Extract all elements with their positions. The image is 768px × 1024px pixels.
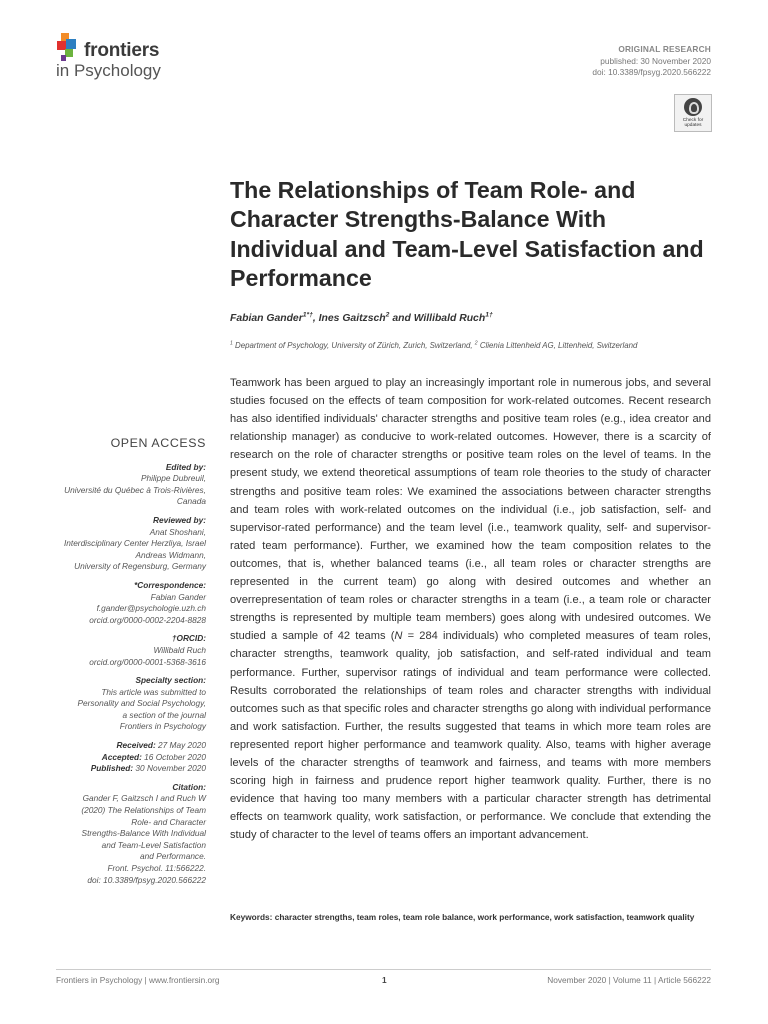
edited-by-heading: Edited by:	[165, 461, 206, 472]
specialty-line: Frontiers in Psychology	[119, 721, 206, 732]
citation-line: and Performance.	[140, 851, 206, 862]
footer-journal-link[interactable]: Frontiers in Psychology | www.frontiersin.org	[56, 975, 220, 985]
correspondence-orcid[interactable]: orcid.org/0000-0002-2204-8828	[89, 614, 206, 625]
specialty-line: Personality and Social Psychology,	[77, 698, 206, 709]
received-date: 27 May 2020	[155, 740, 206, 751]
orcid-name: Willibald Ruch	[153, 644, 206, 655]
logo-square-green	[65, 49, 73, 57]
specialty-line: a section of the journal	[122, 709, 206, 720]
citation-section	[56, 782, 206, 886]
page-number: 1	[382, 975, 387, 985]
journal-name[interactable]: frontiers	[84, 40, 160, 61]
reviewer-line: University of Regensburg, Germany	[74, 561, 206, 572]
article-meta	[592, 44, 711, 79]
correspondence-email[interactable]: f.gander@psychologie.uzh.ch	[96, 603, 206, 614]
received-line	[56, 740, 206, 752]
reviewer-line: Anat Shoshani,	[149, 526, 206, 537]
correspondence-section	[56, 580, 206, 626]
orcid-section	[56, 633, 206, 668]
author-separator: ,	[312, 313, 319, 324]
correspondence-name: Fabian Gander	[150, 591, 206, 602]
reviewed-by-heading: Reviewed by:	[152, 514, 206, 525]
author-separator: and	[389, 313, 414, 324]
orcid-link[interactable]: orcid.org/0000-0001-5368-3616	[89, 656, 206, 667]
citation-line: (2020) The Relationships of Team	[81, 805, 206, 816]
specialty-section	[56, 675, 206, 733]
doi-link[interactable]: doi: 10.3389/fpsyg.2020.566222	[592, 67, 711, 77]
published-date: published: 30 November 2020	[600, 55, 711, 66]
orcid-heading: †ORCID:	[171, 633, 206, 644]
editor-line: Canada	[176, 496, 206, 507]
journal-subtitle[interactable]: in Psychology	[56, 61, 161, 80]
author-name[interactable]: Ines Gaitzsch	[318, 313, 386, 324]
accepted-heading: Accepted:	[101, 751, 142, 762]
check-updates-label: Check for updates	[682, 118, 704, 128]
citation-line: Front. Psychol. 11:566222.	[107, 863, 206, 873]
reviewed-by-section	[56, 515, 206, 573]
correspondence-heading: *Correspondence:	[134, 579, 206, 590]
check-for-updates-badge[interactable]	[674, 94, 712, 132]
footer-divider	[56, 969, 711, 970]
author-affiliation-mark: 2	[385, 311, 390, 319]
logo-square-blue	[66, 39, 76, 49]
citation-line: Role- and Character	[131, 816, 206, 827]
affiliation-number: 2	[474, 340, 478, 347]
affiliation-text: Department of Psychology, University of Zürich, Zurich, Switzerland,	[232, 341, 475, 350]
author-list	[230, 313, 493, 324]
article-type: ORIGINAL RESEARCH	[618, 44, 711, 54]
author-name[interactable]: Willibald Ruch	[413, 313, 486, 324]
author-affiliation-mark: 1*†	[302, 311, 313, 319]
bookmark-icon	[684, 98, 702, 116]
abstract-text: = 284 individuals) who completed measures of team roles, character strengths, teamwork quality, job satisfaction, and self-rated individual and team performance. Further, supervisor ratings of individual and team performance were collected. Results corroborated the relationships of team roles and character strengths with individual outcomes such as that specific roles and character strengths go along with individual performance and work satisfaction. Further, the results suggested that teams in which more team roles are represented report higher performance and teamwork quality. Also, teams with higher average levels of the character strengths of teamwork and fairness, and teams with more members scoring high in fairness and prudence report higher teamwork quality. Further, there is no evidence that having too many members with a particular character strength has detrimental effects on teamwork quality, work satisfaction, or performance. We conclude that extending the study of character to the level of teams offers an important advancement.	[230, 630, 711, 842]
published-heading: Published:	[90, 763, 134, 774]
author-name[interactable]: Fabian Gander	[230, 313, 303, 324]
footer-issue-info: November 2020 | Volume 11 | Article 566222	[547, 975, 711, 985]
abstract-text: Teamwork has been argued to play an increasingly important role in numerous jobs, and several studies focused on the effects of team composition for work-related outcomes. Recent research has also identified individuals' character strengths and positive team roles (e.g., idea creator and relationship manager) as conducive to work-related outcomes. However, there is a scarcity of research on the role of character strengths or positive team roles on the level of teams. In the present study, we extend theoretical assumptions of team role theories to the study of character strengths and positive team roles: We examined the associations between character strengths and team roles with work-related outcomes on the individual (i.e., job satisfaction, self- and supervisor-rated performance) and the team level (i.e., teamwork quality, self- and supervisor-rated team performance). Further, we examined how the team composition relates to the outcomes, that is, whether balanced teams (i.e., all team roles or character strengths are represented in the current team) go along with desired outcomes and whether an overrepresentation of team roles or character strengths in a team (i.e., a team role or character strengths is represented by multiple team members) goes along with undesired outcomes. We studied a sample of 42 teams (	[230, 377, 711, 643]
abstract-n-symbol: N	[394, 630, 403, 643]
author-affiliation-mark: 1†	[485, 311, 493, 319]
accepted-date: 16 October 2020	[141, 751, 206, 762]
citation-doi[interactable]: doi: 10.3389/fpsyg.2020.566222	[87, 874, 206, 885]
sidebar-info	[56, 438, 206, 893]
accepted-line	[56, 752, 206, 764]
abstract	[230, 374, 711, 844]
citation-line: Gander F, Gaitzsch I and Ruch W	[82, 793, 206, 804]
open-access-label: OPEN ACCESS	[110, 436, 206, 450]
keywords: Keywords: character strengths, team roles, team role balance, work performance, work satisfaction, teamwork quality	[230, 912, 695, 922]
reviewer-line: Interdisciplinary Center Herzliya, Israel	[63, 538, 206, 549]
citation-heading: Citation:	[172, 781, 206, 792]
article-title: The Relationships of Team Role- and Character Strengths-Balance With Individual and Team-Level Satisfaction and Performance	[230, 177, 704, 291]
affiliations	[230, 341, 637, 350]
published-date-sidebar: 30 November 2020	[133, 763, 206, 774]
received-heading: Received:	[116, 740, 156, 751]
editor-line: Philippe Dubreuil,	[140, 473, 206, 484]
affiliation-text: Clienia Littenheid AG, Littenheid, Switzerland	[477, 341, 638, 350]
citation-line: and Team-Level Satisfaction	[101, 839, 206, 850]
published-line	[56, 763, 206, 775]
edited-by-section	[56, 462, 206, 508]
affiliation-number: 1	[230, 340, 233, 347]
reviewer-line: Andreas Widmann,	[135, 549, 206, 560]
dates-section	[56, 740, 206, 775]
editor-line: Université du Québec à Trois-Rivières,	[64, 484, 206, 495]
logo-square-red	[57, 41, 66, 50]
citation-line: Strengths-Balance With Individual	[81, 828, 206, 839]
specialty-heading: Specialty section:	[135, 675, 206, 686]
frontiers-logo-icon	[57, 33, 81, 63]
specialty-line: This article was submitted to	[101, 686, 206, 697]
